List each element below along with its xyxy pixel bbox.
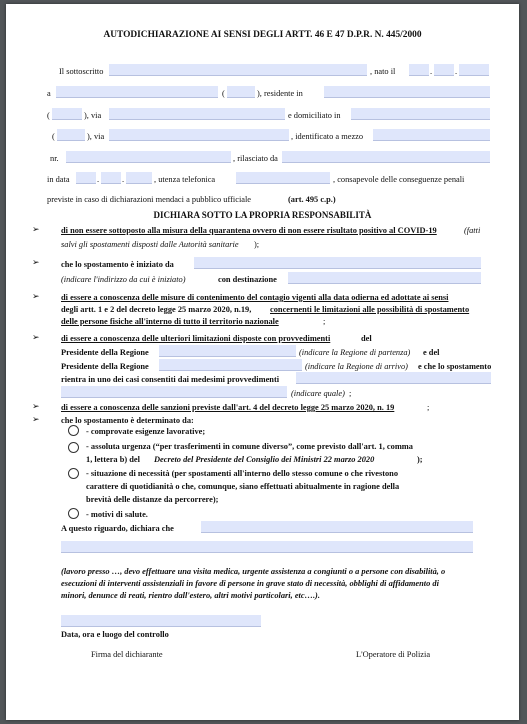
- arrival-region-note: (indicare la Regione di arrivo): [305, 362, 408, 371]
- option-lavorative-label: - comprovate esigenze lavorative;: [86, 427, 206, 436]
- section-title: DICHIARA SOTTO LA PROPRIA RESPONSABILITÀ: [153, 210, 372, 220]
- label-in-data: in data: [47, 175, 70, 184]
- label-a: a: [47, 89, 51, 98]
- destination-field[interactable]: [288, 272, 481, 284]
- option-urgenza-end: );: [417, 455, 423, 464]
- provision-field-2[interactable]: [61, 386, 287, 398]
- document-number-field[interactable]: [66, 151, 231, 163]
- label-operatore-polizia: L'Operatore di Polizia: [356, 650, 431, 659]
- note-line1: (lavoro presso …, devo effettuare una visita medica, urgente assistenza a congiunti o a persone con disabilità, o: [61, 567, 446, 576]
- statement-field-1[interactable]: [201, 521, 473, 533]
- option-necessita-label: - situazione di necessità (per spostamenti all'interno dello stesso comune o che rivestono: [86, 469, 399, 478]
- option-urgenza-label: - assoluta urgenza (“per trasferimenti in comune diverso”, come previsto dall'art. 1, comma: [86, 442, 413, 451]
- start-address-field[interactable]: [194, 257, 481, 269]
- arrival-region-field[interactable]: [159, 359, 302, 371]
- label-consapevole: , consapevole delle conseguenze penali: [333, 175, 465, 184]
- label-rientra: rientra in uno dei casi consentiti dai medesimi provvedimenti: [61, 375, 280, 384]
- item-start-note: (indicare l'indirizzo da cui è iniziato): [61, 275, 186, 284]
- arrival-region-end: e che lo spostamento: [418, 362, 492, 371]
- note-line3: minori, denunce di reati, rientro dall'estero, altri motivi particolari, etc….).: [61, 591, 320, 600]
- item-quarantena-note: (fatti: [464, 226, 481, 235]
- item-quarantena: di non essere sottoposto alla misura della quarantena ovvero di non essere risultato positivo al COVID-19: [61, 226, 437, 235]
- paren-open: (: [47, 111, 50, 120]
- issue-day-field[interactable]: [76, 172, 96, 184]
- label-via: ), via: [87, 132, 105, 141]
- id-document-field[interactable]: [373, 129, 490, 141]
- paren-open: (: [222, 89, 225, 98]
- label-utenza: , utenza telefonica: [154, 175, 216, 184]
- name-field[interactable]: [109, 64, 367, 76]
- domicile-province-field[interactable]: [57, 129, 85, 141]
- provision-note: (indicare quale): [291, 389, 345, 398]
- label-presidente-partenza: Presidente della Regione: [61, 348, 149, 357]
- document-title: AUTODICHIARAZIONE AI SENSI DEGLI ARTT. 46 E 47 D.P.R. N. 445/2000: [103, 30, 422, 40]
- option-necessita-line2: carattere di quotidianità o che, comunque, siano effettuati abitualmente in ragione della: [86, 482, 400, 491]
- item-ulteriori: di essere a conoscenza delle ulteriori limitazioni disposte con provvedimenti: [61, 334, 331, 343]
- arrow-bullet-icon: ➢: [32, 332, 40, 342]
- paren-open: (: [52, 132, 55, 141]
- item-quarantena-note-2: salvi gli spostamenti disposti dalle Autorità sanitarie: [61, 240, 239, 249]
- arrow-bullet-icon: ➢: [32, 291, 40, 301]
- date-place-field[interactable]: [61, 615, 261, 627]
- label-sottoscritto: Il sottoscritto: [59, 67, 104, 76]
- option-urgenza-line2a: 1, lettera b) del: [86, 455, 140, 464]
- arrow-bullet-icon: ➢: [32, 224, 40, 234]
- birth-place-field[interactable]: [56, 86, 218, 98]
- provision-field-1[interactable]: [296, 372, 491, 384]
- statement-field-2[interactable]: [61, 541, 473, 553]
- residence-province-field[interactable]: [52, 108, 82, 120]
- arrow-bullet-icon: ➢: [32, 257, 40, 267]
- domicile-city-field[interactable]: [351, 108, 490, 120]
- residence-street-field[interactable]: [109, 108, 285, 120]
- item-misure-end: ;: [323, 317, 326, 326]
- item-misure-line2b: concernenti le limitazioni alle possibilità di spostamento: [270, 305, 470, 314]
- birth-year-field[interactable]: [459, 64, 489, 76]
- label-rilasciato: , rilasciato da: [233, 154, 278, 163]
- item-sanzioni-end: ;: [427, 403, 430, 412]
- label-residente: ), residente in: [257, 89, 303, 98]
- label-via: ), via: [84, 111, 102, 120]
- option-necessita-line3: brevità delle distanze da percorrere);: [86, 495, 219, 504]
- label-previste: previste in caso di dichiarazioni mendaci a pubblico ufficiale: [47, 195, 252, 204]
- arrow-bullet-icon: ➢: [32, 401, 40, 411]
- departure-region-note: (indicare la Regione di partenza): [299, 348, 411, 357]
- issue-month-field[interactable]: [101, 172, 121, 184]
- item-misure-line2a: degli artt. 1 e 2 del decreto legge 25 marzo 2020, n.19,: [61, 305, 252, 314]
- option-urgenza-decree: Decreto del Presidente del Consiglio dei Ministri 22 marzo 2020: [154, 455, 375, 464]
- issue-year-field[interactable]: [126, 172, 152, 184]
- birth-day-field[interactable]: [409, 64, 429, 76]
- radio-necessita[interactable]: [68, 468, 79, 479]
- radio-urgenza[interactable]: [68, 442, 79, 453]
- radio-salute[interactable]: [68, 508, 79, 519]
- label-firma-dichiarante: Firma del dichiarante: [91, 650, 163, 659]
- label-domiciliato: e domiciliato in: [288, 111, 341, 120]
- arrow-bullet-icon: ➢: [32, 414, 40, 424]
- item-destinazione: con destinazione: [218, 275, 277, 284]
- option-salute-label: - motivi di salute.: [86, 510, 148, 519]
- radio-lavorative[interactable]: [68, 425, 79, 436]
- departure-region-end: e del: [423, 348, 440, 357]
- label-data-luogo: Data, ora e luogo del controllo: [61, 630, 169, 639]
- domicile-street-field[interactable]: [109, 129, 289, 141]
- label-nr: nr.: [50, 154, 59, 163]
- birth-month-field[interactable]: [434, 64, 454, 76]
- item-sanzioni: di essere a conoscenza delle sanzioni previste dall'art. 4 del decreto legge 25 marzo 2020, n. 19: [61, 403, 395, 412]
- note-line2: esecuzioni di interventi assistenziali in favore di persone in grave stato di necessità, obblighi di affidamento di: [61, 579, 439, 588]
- item-quarantena-end: );: [254, 240, 260, 249]
- item-spostamento-iniziato: che lo spostamento è iniziato da: [61, 260, 174, 269]
- item-determinato: che lo spostamento è determinato da:: [61, 416, 194, 425]
- label-art495: (art. 495 c.p.): [288, 195, 336, 204]
- provision-end: ;: [349, 389, 352, 398]
- label-presidente-arrivo: Presidente della Regione: [61, 362, 149, 371]
- label-riguardo: A questo riguardo, dichiara che: [61, 524, 174, 533]
- label-identificato: , identificato a mezzo: [291, 132, 364, 141]
- birth-province-field[interactable]: [227, 86, 255, 98]
- label-nato-il: , nato il: [370, 67, 396, 76]
- item-misure-line3: delle persone fisiche all'interno di tutto il territorio nazionale: [61, 317, 279, 326]
- departure-region-field[interactable]: [159, 345, 296, 357]
- phone-field[interactable]: [236, 172, 330, 184]
- issued-by-field[interactable]: [282, 151, 490, 163]
- residence-city-field[interactable]: [324, 86, 490, 98]
- item-misure-line1: di essere a conoscenza delle misure di contenimento del contagio vigenti alla data odierna ed adottate ai sensi: [61, 293, 449, 302]
- item-ulteriori-end: del: [361, 334, 372, 343]
- document-page: AUTODICHIARAZIONE AI SENSI DEGLI ARTT. 46 E 47 D.P.R. N. 445/2000 Il sottoscritto , nato il . . a ( ), residente in ( ), via e domiciliato in ( ), via , identificato a mezzo nr. , rilasciato da in data . . , utenza telefonica , consapevole delle conseguenze penali previste in caso di dichiarazioni mendaci a pubblico ufficiale (art. 495 c.p.) DICHIARA SOTTO LA PROPRIA RESPONSABILITÀ ➢ di non essere sottoposto alla misura della quarantena ovvero di non essere risultato positivo al COVID-19 (fatti salvi gli spostamenti disposti dalle Autorità sanitarie ); ➢ che lo spostamento è iniziato da (indicare l'indirizzo da cui è iniziato) con destinazione ➢ di essere a conoscenza delle misure di contenimento del contagio vigenti alla data odierna ed adottate ai sensi degli artt. 1 e 2 del decreto legge 25 marzo 2020, n.19, concernenti le limitazioni alle possibilità di spostamento delle persone fisiche all'interno di tutto il territorio nazionale ; ➢ di essere a conoscenza delle ulteriori limitazioni disposte con provvedimenti del Presidente della Regione (indicare la Regione di partenza) e del Presidente della Regione (indicare la Regione di arrivo) e che lo spostamento rientra in uno dei casi consentiti dai medesimi provvedimenti (indicare quale) ; ➢ di essere a conoscenza delle sanzioni previste dall'art. 4 del decreto legge 25 marzo 2020, n. 19 ; ➢ che lo spostamento è determinato da: - comprovate esigenze lavorative; - assoluta urgenza (“per trasferimenti in comune diverso”, come previsto dall'art. 1, comma 1, lettera b) del Decreto del Presidente del Consiglio dei Ministri 22 marzo 2020 ); - situazione di necessità (per spostamenti all'interno dello stesso comune o che rivestono carattere di quotidianità o che, comunque, siano effettuati abitualmente in ragione della brevità delle distanze da percorrere); - motivi di salute. A questo riguardo, dichiara che (lavoro presso …, devo effettuare una visita medica, urgente assistenza a congiunti o a persone con disabilità, o esecuzioni di interventi assistenziali in favore di persone in grave stato di necessità, obblighi di affidamento di minori, denunce di reati, rientro dall'estero, altri motivi particolari, etc….). Data, ora e luogo del controllo Firma del dichiarante L'Operatore di Polizia: [6, 4, 519, 720]
